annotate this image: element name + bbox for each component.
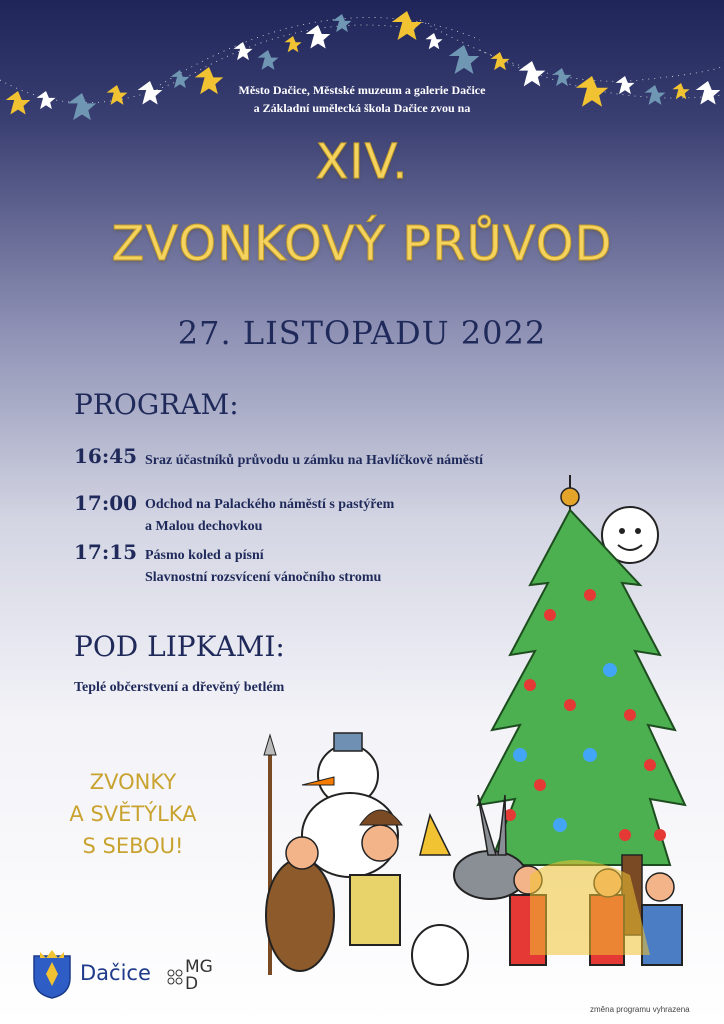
title-main: ZVONKOVÝ PRŮVOD xyxy=(111,216,613,272)
program-time-1: 16:45 xyxy=(74,444,138,468)
coat-of-arms-icon xyxy=(30,948,74,1000)
program-desc-2b: a Malou dechovkou xyxy=(145,519,263,534)
program-heading: PROGRAM: xyxy=(74,388,239,421)
slogan-line-1: ZVONKY xyxy=(89,770,177,794)
intro-line-1: Město Dačice, Městské muzeum a galerie Dačice xyxy=(238,83,486,97)
program-desc-3a: Pásmo koled a písní xyxy=(145,548,264,563)
slogan-line-3: S SEBOU! xyxy=(82,834,184,858)
christmas-tree-illustration xyxy=(230,455,724,1010)
city-coat-of-arms xyxy=(30,948,74,1000)
city-name: Dačice xyxy=(80,961,151,985)
slogan xyxy=(48,766,218,862)
program-time-2: 17:00 xyxy=(74,491,138,515)
event-date: 27. LISTOPADU 2022 xyxy=(177,314,547,352)
pod-lipkami-text: Teplé občerstvení a dřevěný betlém xyxy=(74,680,285,695)
pod-lipkami-heading: POD LIPKAMI: xyxy=(74,630,285,663)
slogan-line-2: A SVĚTÝLKA xyxy=(69,802,197,826)
title-edition: XIV. xyxy=(315,134,409,190)
program-desc-3b: Slavnostní rozsvícení vánočního stromu xyxy=(145,570,382,585)
program-change-note: změna programu vyhrazena xyxy=(590,1005,690,1014)
museum-logo-text: MG D xyxy=(185,957,213,994)
intro-line-2: a Základní umělecká škola Dačice zvou na xyxy=(253,101,471,115)
program-time-3: 17:15 xyxy=(74,540,138,564)
program-desc-2a: Odchod na Palackého náměstí s pastýřem xyxy=(145,497,395,512)
museum-logo xyxy=(165,955,225,995)
program-desc-1a: Sraz účastníků průvodu u zámku na Havlíčkově náměstí xyxy=(145,453,483,468)
